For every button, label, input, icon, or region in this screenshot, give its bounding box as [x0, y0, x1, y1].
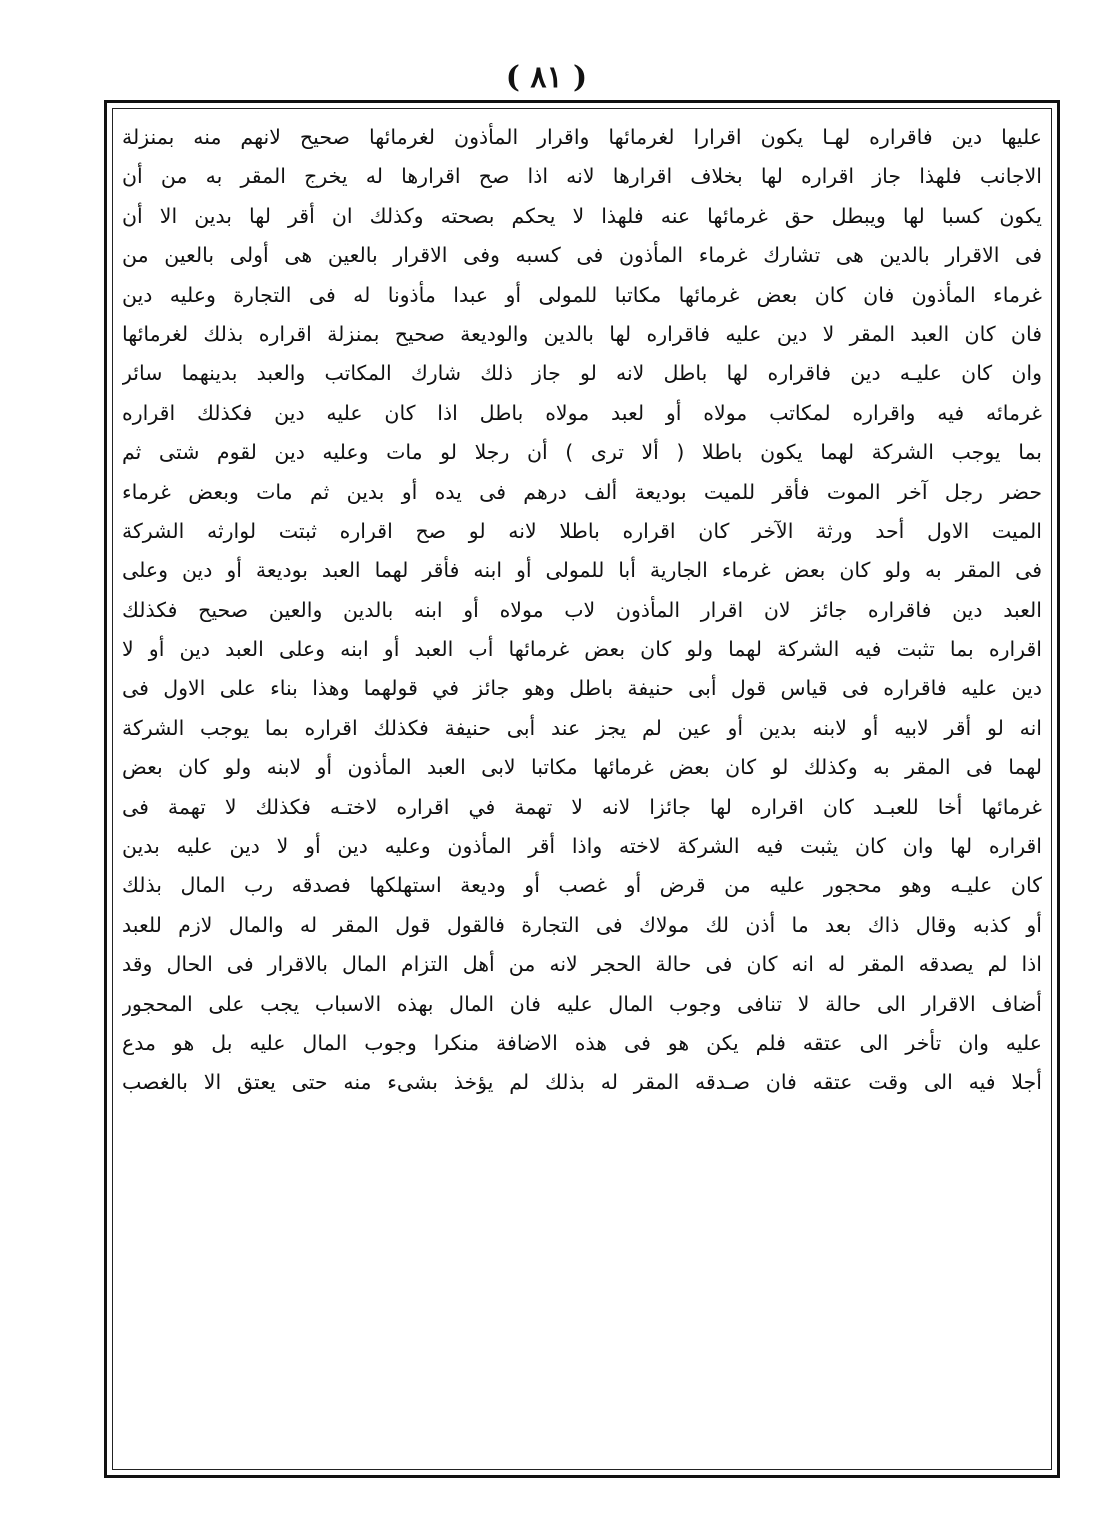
text-line: أجلا فيه الى وقت عتقه فان صـدقه المقر له بذلك لم يؤخذ بشىء منه حتى يعتق الا بالغصب [122, 1070, 1042, 1095]
text-line: فان كان العبد المقر لا دين عليه فاقراره لها بالدين والوديعة صحيح بمنزلة اقراره بذلك لغرمائها [122, 321, 1042, 346]
text-line: يكون كسبا لها ويبطل حق غرمائها عنه فلهذا لا يحكم بصحته وكذلك ان أقر لها بدين الا أن [122, 203, 1042, 228]
text-line: العبد دين فاقراره جائز لان اقرار المأذون لاب مولاه أو ابنه بالدين والعين صحيح فكذلك [122, 597, 1042, 622]
text-line: اذا لم يصدقه المقر له انه كان فى حالة الحجر لانه من أهل التزام المال بالاقرار فى الحال وقد [122, 952, 1042, 977]
text-line: وان كان عليـه دين فاقراره لها باطل لانه لو جاز ذلك شارك المكاتب والعبد بدينهما سائر [122, 361, 1042, 386]
text-line: فى الاقرار بالدين هى تشارك غرماء المأذون فى كسبه وفى الاقرار بالعين هى أولى بالعين من [122, 243, 1042, 268]
text-line: غرمائها أخا للعبـد كان اقراره لها جائزا لانه لا تهمة في اقراره لاختـه فكذلك لا تهمة فى [122, 794, 1042, 819]
text-line: فى المقر به ولو كان بعض غرماء الجارية أبا للمولى أو ابنه فأقر لهما العبد بوديعة أو دين وعلى [122, 558, 1042, 583]
text-line: الاجانب فلهذا جاز اقراره لها بخلاف اقرارها لانه اذا صح اقرارها له يخرج المقر به من أن [122, 164, 1042, 189]
text-line: أو كذبه وقال ذاك بعد ما أذن لك مولاك فى التجارة فالقول قول المقر له والمال لازم للعبد [122, 912, 1042, 937]
text-line: غرمائه فيه واقراره لمكاتب مولاه أو لعبد مولاه باطل اذا كان عليه دين فكذلك اقراره [122, 400, 1042, 425]
text-line: غرماء المأذون فان كان بعض غرمائها مكاتبا للمولى أو عبدا مأذونا له فى التجارة وعليه دين [122, 282, 1042, 307]
text-line: اقراره لها وان كان يثبت فيه الشركة لاخته واذا أقر المأذون وعليه دين أو لا دين عليه بدين [122, 834, 1042, 859]
text-body [122, 118, 1042, 1458]
text-line: حضر رجل آخر الموت فأقر للميت بوديعة ألف درهم فى يده أو بدين ثم مات وبعض غرماء [122, 479, 1042, 504]
text-line: لهما فى المقر به وكذلك لو كان بعض غرمائها مكاتبا لابى العبد المأذون أو لابنه ولو كان بعض [122, 755, 1042, 780]
text-line: اقراره بما تثبت فيه الشركة لهما ولو كان بعض غرمائها أب العبد أو ابنه وعلى العبد دين أو لا [122, 637, 1042, 662]
text-line: عليها دين فاقراره لهـا يكون اقرارا لغرمائها واقرار المأذون لغرمائها صحيح لانهم منه بمنزلة [122, 125, 1042, 149]
page-number: ( ٨١ ) [505, 60, 588, 95]
text-line: عليه وان تأخر الى عتقه فلم يكن هو فى هذه الاضافة منكرا وجوب المال عليه بل هو مدع [122, 1030, 1042, 1055]
text-line: أضاف الاقرار الى حالة لا تنافى وجوب المال عليه فان المال بهذه الاسباب يجب على المحجور [122, 991, 1042, 1016]
text-line: انه لو أقر لابيه أو لابنه بدين أو عين لم يجز عند أبى حنيفة فكذلك اقراره بما يوجب الشركة [122, 715, 1042, 740]
text-line: بما يوجب الشركة لهما يكون باطلا ( ألا ترى ) أن رجلا لو مات وعليه دين لقوم شتى ثم [122, 440, 1042, 465]
text-line: الميت الاول أحد ورثة الآخر كان اقراره باطلا لانه لو صح اقراره ثبتت لوارثه الشركة [122, 518, 1042, 543]
text-line: دين عليه فاقراره فى قياس قول أبى حنيفة باطل وهو جائز في قولهما وهذا بناء على الاول فى [122, 676, 1042, 701]
text-line: كان عليـه وهو محجور عليه من قرض أو غصب أو وديعة استهلكها فصدقه رب المال بذلك [122, 873, 1042, 898]
